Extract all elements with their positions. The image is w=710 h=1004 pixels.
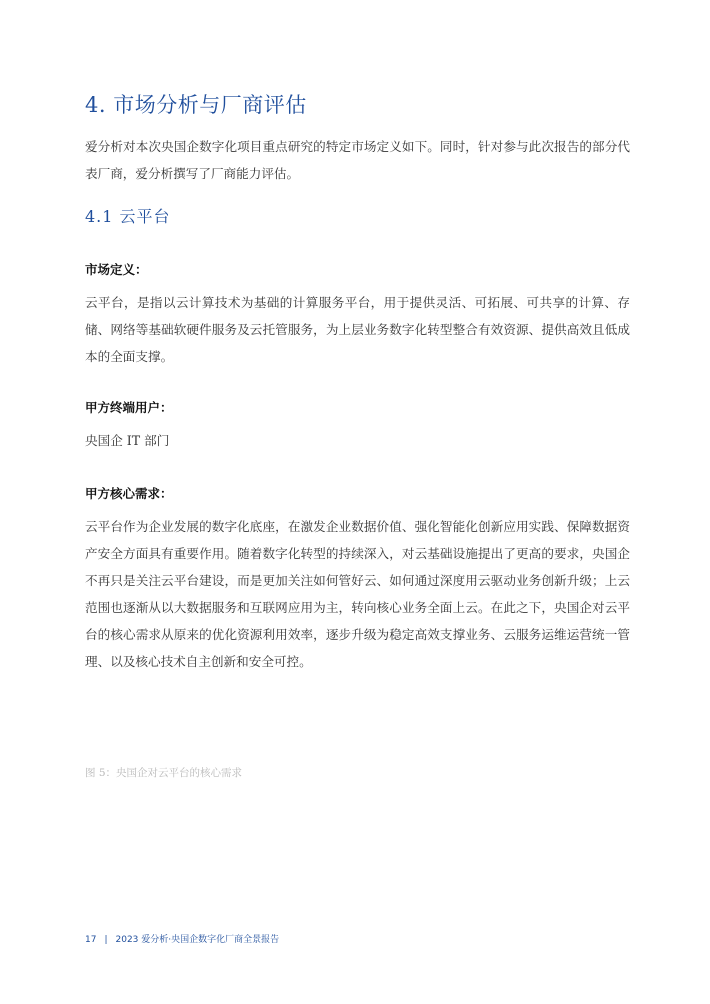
section-intro-paragraph: 爱分析对本次央国企数字化项目重点研究的特定市场定义如下。同时，针对参与此次报告的部分代表厂商，爱分析撰写了厂商能力评估。 [85, 139, 630, 181]
end-users-label: 甲方终端用户： [85, 400, 173, 415]
report-title: 2023 爱分析·央国企数字化厂商全景报告 [115, 935, 280, 945]
market-definition-label: 市场定义： [85, 262, 148, 277]
page-footer [85, 932, 279, 945]
page-number: 17 [85, 935, 97, 945]
figure-caption: 图 5：央国企对云平台的核心需求 [85, 767, 243, 779]
end-users-text: 央国企 IT 部门 [85, 433, 170, 448]
core-needs-label: 甲方核心需求： [85, 486, 173, 501]
subsection-title: 4.1 云平台 [85, 207, 171, 226]
market-definition-text: 云平台，是指以云计算技术为基础的计算服务平台，用于提供灵活、可拓展、可共享的计算、存储、网络等基础软硬件服务及云托管服务，为上层业务数字化转型整合有效资源、提供高效且低成本的全面支撑。 [85, 295, 630, 364]
section-title: 4. 市场分析与厂商评估 [85, 93, 307, 117]
core-needs-text: 云平台作为企业发展的数字化底座，在激发企业数据价值、强化智能化创新应用实践、保障数据资产安全方面具有重要作用。随着数字化转型的持续深入，对云基础设施提出了更高的要求，央国企不再只是关注云平台建设，而是更加关注如何管好云、如何通过深度用云驱动业务创新升级；上云范围也逐渐从以大数据服务和互联网应用为主，转向核心业务全面上云。在此之下，央国企对云平台的核心需求从原来的优化资源利用效率，逐步升级为稳定高效支撑业务、云服务运维运营统一管理、以及核心技术自主创新和安全可控。 [85, 519, 630, 669]
footer-separator: | [104, 935, 108, 945]
